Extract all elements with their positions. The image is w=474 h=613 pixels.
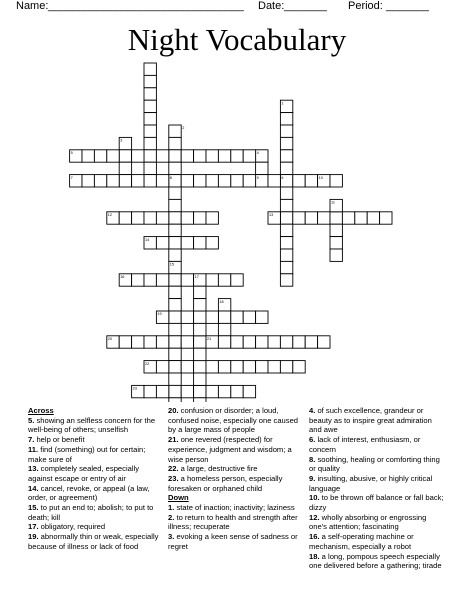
clue-number: 4. <box>309 406 316 415</box>
clue-number: 20. <box>168 406 179 415</box>
clue-text: obligatory, required <box>38 522 106 532</box>
grid-cell[interactable] <box>144 175 156 187</box>
grid-cell[interactable] <box>107 175 119 187</box>
grid-cell[interactable] <box>305 175 317 187</box>
grid-cell[interactable] <box>194 212 206 224</box>
grid-cell[interactable] <box>144 113 156 125</box>
grid-cell[interactable] <box>194 361 206 373</box>
grid-cell[interactable] <box>194 385 206 397</box>
clue-column-1 <box>28 406 160 552</box>
grid-cell[interactable] <box>144 100 156 112</box>
clue-item <box>28 445 160 464</box>
date-label: Date: <box>258 0 285 12</box>
clue-number: 22. <box>168 464 179 474</box>
grid-cell[interactable] <box>169 361 181 373</box>
clue-item <box>28 503 160 522</box>
grid-cell[interactable] <box>169 398 181 402</box>
grid-cell[interactable] <box>132 212 144 224</box>
grid-cell[interactable] <box>380 212 392 224</box>
grid-cell[interactable] <box>231 336 243 348</box>
grid-cell[interactable] <box>206 175 218 187</box>
grid-cell[interactable] <box>280 137 292 149</box>
grid-cell[interactable] <box>169 137 181 149</box>
clue-item <box>168 406 304 435</box>
clue-item <box>309 532 444 551</box>
clue-number: 14. <box>28 483 39 493</box>
grid-cell[interactable] <box>206 311 218 323</box>
grid-cell[interactable] <box>280 336 292 348</box>
grid-cell[interactable] <box>156 150 168 162</box>
grid-cell[interactable] <box>132 150 144 162</box>
grid-cell[interactable] <box>144 63 156 75</box>
grid-number: 23 <box>132 386 137 391</box>
grid-cell[interactable] <box>144 212 156 224</box>
grid-cell[interactable] <box>280 162 292 174</box>
grid-cell[interactable] <box>243 336 255 348</box>
grid-cell[interactable] <box>132 336 144 348</box>
clue-number: 6. <box>309 435 316 445</box>
grid-number: 15 <box>169 262 175 267</box>
grid-cell[interactable] <box>268 336 280 348</box>
grid-cell[interactable] <box>181 212 193 224</box>
grid-cell[interactable] <box>144 125 156 137</box>
clue-item <box>309 493 444 512</box>
grid-number: 4 <box>256 151 259 155</box>
grid-cell[interactable] <box>305 212 317 224</box>
clue-text: completely sealed, especially against escape or entry of air <box>28 464 140 483</box>
grid-cell[interactable] <box>194 175 206 187</box>
grid-cell[interactable] <box>169 237 181 249</box>
grid-cell[interactable] <box>330 212 342 224</box>
grid-cell[interactable] <box>194 323 206 335</box>
date-blank[interactable]: _______ <box>284 0 327 12</box>
clue-number: 3. <box>168 532 175 542</box>
clue-number: 5. <box>28 415 35 425</box>
grid-cell[interactable] <box>144 162 156 174</box>
grid-cell[interactable] <box>144 385 156 397</box>
grid-cell[interactable] <box>293 361 305 373</box>
grid-cell[interactable] <box>194 348 206 360</box>
clue-item <box>168 503 304 513</box>
grid-number: 16 <box>120 275 125 279</box>
clue-item <box>168 474 304 493</box>
grid-cell[interactable] <box>119 212 131 224</box>
clue-text: confusion or disorder; a loud, confused noise, especially one caused by a large mass of people <box>168 406 299 435</box>
grid-cell[interactable] <box>280 274 292 286</box>
across-heading: Across <box>28 406 54 415</box>
clue-text: insulting, abusive, or highly critical language <box>309 473 433 493</box>
clue-number: 11. <box>28 444 39 454</box>
clue-text: showing an selfless concern for the well-being of others; unselfish <box>28 415 156 435</box>
grid-cell[interactable] <box>169 323 181 335</box>
grid-cell[interactable] <box>169 162 181 174</box>
grid-number: 14 <box>145 237 150 242</box>
grid-cell[interactable] <box>156 361 168 373</box>
grid-cell[interactable] <box>169 348 181 360</box>
grid-cell[interactable] <box>280 224 292 236</box>
clue-item <box>309 455 444 474</box>
clue-text: state of inaction; inactivity; laziness <box>174 503 295 513</box>
grid-cell[interactable] <box>256 311 268 323</box>
page-title: Night Vocabulary <box>127 22 347 57</box>
period-label: Period: <box>348 0 383 12</box>
clue-item <box>309 435 444 454</box>
grid-cell[interactable] <box>144 274 156 286</box>
clue-text: lack of interest, enthusiasm, or concern <box>309 435 421 454</box>
grid-cell[interactable] <box>243 311 255 323</box>
clue-text: wholly absorbing or engrossing one's attention; fascinating <box>309 512 427 532</box>
clue-item <box>168 464 304 474</box>
grid-cell[interactable] <box>181 150 193 162</box>
grid-cell[interactable] <box>194 299 206 311</box>
clue-item <box>309 552 444 571</box>
grid-cell[interactable] <box>280 113 292 125</box>
grid-cell[interactable] <box>181 361 193 373</box>
grid-number: 13 <box>269 213 274 217</box>
clue-item <box>28 532 160 551</box>
clue-text: a homeless person, especially foresaken or orphaned child <box>168 473 283 493</box>
clue-item <box>309 406 444 435</box>
grid-cell[interactable] <box>206 237 218 249</box>
clue-text: find (something) out for certain; make sure of <box>28 444 146 464</box>
clue-text: evoking a keen sense of sadness or regret <box>168 532 298 551</box>
grid-number: 10 <box>318 175 323 180</box>
clue-item <box>28 416 160 435</box>
grid-number: 6 <box>281 175 284 180</box>
grid-cell[interactable] <box>231 311 243 323</box>
grid-cell[interactable] <box>132 175 144 187</box>
grid-cell[interactable] <box>194 311 206 323</box>
grid-cell[interactable] <box>169 385 181 397</box>
grid-cell[interactable] <box>218 336 230 348</box>
grid-cell[interactable] <box>218 274 230 286</box>
clue-text: a long, pompous speech especially one delivered before a gathering; tirade <box>309 551 442 571</box>
grid-cell[interactable] <box>156 175 168 187</box>
clue-number: 18. <box>309 551 320 561</box>
clue-text: to put an end to; abolish; to put to death; kill <box>28 503 154 522</box>
grid-cell[interactable] <box>318 336 330 348</box>
grid-number: 20 <box>107 337 113 341</box>
grid-cell[interactable] <box>156 274 168 286</box>
grid-cell[interactable] <box>293 212 305 224</box>
clue-item <box>309 474 444 493</box>
grid-cell[interactable] <box>194 373 206 385</box>
clue-text: to return to health and strength after illness; recuperate <box>168 512 298 532</box>
grid-cell[interactable] <box>94 175 106 187</box>
grid-cell[interactable] <box>206 274 218 286</box>
grid-cell[interactable] <box>107 150 119 162</box>
clue-number: 23. <box>168 473 179 483</box>
grid-number: 3 <box>120 138 123 143</box>
grid-cell[interactable] <box>206 385 218 397</box>
grid-cell[interactable] <box>169 249 181 261</box>
clue-number: 13. <box>28 464 39 474</box>
grid-cell[interactable] <box>169 150 181 162</box>
grid-cell[interactable] <box>218 323 230 335</box>
grid-cell[interactable] <box>169 274 181 286</box>
clue-item <box>28 435 160 445</box>
grid-cell[interactable] <box>268 175 280 187</box>
grid-cell[interactable] <box>280 199 292 211</box>
grid-cell[interactable] <box>330 249 342 261</box>
clue-column-3 <box>309 406 444 571</box>
clue-item <box>168 513 304 532</box>
grid-number: 5 <box>70 151 73 155</box>
name-label: Name: <box>16 0 49 12</box>
grid-cell[interactable] <box>280 361 292 373</box>
grid-cell[interactable] <box>169 187 181 199</box>
grid-cell[interactable] <box>280 261 292 273</box>
grid-number: 1 <box>281 101 284 106</box>
clue-text: abnormally thin or weak, especially because of illness or lack of food <box>28 532 159 551</box>
name-blank[interactable]: ________________________________ <box>48 0 244 12</box>
grid-cell[interactable] <box>169 286 181 298</box>
grid-number: 7 <box>70 175 73 180</box>
clue-item <box>168 532 304 551</box>
grid-cell[interactable] <box>218 385 230 397</box>
grid-cell[interactable] <box>330 224 342 236</box>
grid-cell[interactable] <box>243 175 255 187</box>
clue-text: to be thrown off balance or fall back; dizzy <box>309 493 444 513</box>
grid-cell[interactable] <box>256 162 268 174</box>
grid-cell[interactable] <box>82 150 94 162</box>
grid-cell[interactable] <box>132 274 144 286</box>
grid-cell[interactable] <box>169 212 181 224</box>
clue-text: help or benefit <box>34 435 85 445</box>
grid-cell[interactable] <box>119 150 131 162</box>
clue-column-2 <box>168 406 304 552</box>
grid-cell[interactable] <box>231 361 243 373</box>
grid-cell[interactable] <box>194 398 206 402</box>
grid-cell[interactable] <box>119 336 131 348</box>
grid-cell[interactable] <box>156 237 168 249</box>
grid-number: 11 <box>331 200 335 205</box>
grid-number: 17 <box>194 275 199 279</box>
grid-cell[interactable] <box>156 212 168 224</box>
grid-cell[interactable] <box>181 336 193 348</box>
clue-text: soothing, healing or comforting thing or quality <box>309 454 440 474</box>
grid-cell[interactable] <box>206 150 218 162</box>
clue-number: 7. <box>28 435 35 445</box>
grid-number: 22 <box>145 361 150 366</box>
grid-cell[interactable] <box>280 212 292 224</box>
period-blank[interactable]: _______ <box>386 0 429 12</box>
grid-cell[interactable] <box>169 299 181 311</box>
grid-cell[interactable] <box>181 175 193 187</box>
grid-cell[interactable] <box>206 212 218 224</box>
clue-number: 1. <box>168 503 175 513</box>
grid-cell[interactable] <box>181 274 193 286</box>
grid-cell[interactable] <box>144 336 156 348</box>
grid-cell[interactable] <box>318 212 330 224</box>
clue-number: 16. <box>309 532 320 542</box>
grid-cell[interactable] <box>156 336 168 348</box>
grid-cell[interactable] <box>231 175 243 187</box>
grid-cell[interactable] <box>194 336 206 348</box>
grid-cell[interactable] <box>256 361 268 373</box>
grid-number: 8 <box>169 175 172 180</box>
grid-cell[interactable] <box>231 274 243 286</box>
grid-cell[interactable] <box>194 237 206 249</box>
grid-cell[interactable] <box>305 336 317 348</box>
clue-text: a self-operating machine or mechanism, especially a robot <box>309 532 414 551</box>
grid-cell[interactable] <box>169 373 181 385</box>
clue-number: 17. <box>28 522 39 532</box>
grid-cell[interactable] <box>144 75 156 87</box>
clue-text: a large, destructive fire <box>178 464 258 474</box>
grid-number: 18 <box>219 299 224 304</box>
grid-cell[interactable] <box>367 212 379 224</box>
grid-cell[interactable] <box>119 175 131 187</box>
clue-item <box>28 484 160 503</box>
grid-cell[interactable] <box>144 137 156 149</box>
clue-text: cancel, revoke, or appeal (a law, order, or agreement) <box>28 483 150 503</box>
clue-number: 2. <box>168 512 175 522</box>
clue-item <box>309 513 444 532</box>
grid-cell[interactable] <box>256 336 268 348</box>
grid-cell[interactable] <box>218 361 230 373</box>
grid-cell[interactable] <box>169 311 181 323</box>
grid-number: 2 <box>182 126 185 131</box>
grid-cell[interactable] <box>280 125 292 137</box>
grid-cell[interactable] <box>243 361 255 373</box>
grid-cell[interactable] <box>144 88 156 100</box>
grid-cell[interactable] <box>293 336 305 348</box>
clue-text: of such excellence, grandeur or beauty as to inspire great admiration and awe <box>309 406 432 435</box>
grid-cell[interactable] <box>169 224 181 236</box>
grid-cell[interactable] <box>119 162 131 174</box>
grid-cell[interactable] <box>355 212 367 224</box>
clue-number: 19. <box>28 532 39 542</box>
clue-item <box>28 522 160 532</box>
grid-cell[interactable] <box>206 361 218 373</box>
grid-number: 12 <box>107 213 113 217</box>
grid-cell[interactable] <box>280 237 292 249</box>
grid-cell[interactable] <box>293 175 305 187</box>
grid-number: 19 <box>157 312 162 317</box>
grid-cell[interactable] <box>194 286 206 298</box>
grid-cell[interactable] <box>181 385 193 397</box>
grid-cell[interactable] <box>169 199 181 211</box>
clue-number: 9. <box>309 473 316 483</box>
clue-item <box>28 464 160 483</box>
grid-cell[interactable] <box>169 336 181 348</box>
grid-cell[interactable] <box>280 150 292 162</box>
grid-cell[interactable] <box>181 311 193 323</box>
grid-cell[interactable] <box>280 187 292 199</box>
grid-cell[interactable] <box>218 150 230 162</box>
grid-cell[interactable] <box>243 150 255 162</box>
grid-cell[interactable] <box>218 311 230 323</box>
grid-cell[interactable] <box>330 175 342 187</box>
grid-cell[interactable] <box>218 175 230 187</box>
grid-cell[interactable] <box>82 175 94 187</box>
clue-text: one revered (respected) for experience, judgment and wisdom; a wise person <box>168 435 292 464</box>
grid-cell[interactable] <box>280 249 292 261</box>
grid-cell[interactable] <box>342 212 354 224</box>
grid-cell[interactable] <box>268 361 280 373</box>
clue-number: 8. <box>309 454 316 464</box>
clue-number: 21. <box>168 435 179 445</box>
grid-cell[interactable] <box>144 150 156 162</box>
grid-cell[interactable] <box>156 385 168 397</box>
grid-number: 9 <box>256 175 259 180</box>
clue-number: 15. <box>28 503 39 513</box>
grid-cell[interactable] <box>231 150 243 162</box>
clue-number: 10. <box>309 493 320 503</box>
grid-number: 21 <box>207 337 212 341</box>
down-heading: Down <box>168 493 189 503</box>
grid-cell[interactable] <box>94 150 106 162</box>
grid-cell[interactable] <box>194 150 206 162</box>
grid-cell[interactable] <box>330 237 342 249</box>
grid-cell[interactable] <box>169 125 181 137</box>
grid-cell[interactable] <box>243 385 255 397</box>
clue-number: 12. <box>309 512 320 522</box>
grid-cell[interactable] <box>231 385 243 397</box>
clue-item <box>168 435 304 464</box>
grid-cell[interactable] <box>181 237 193 249</box>
